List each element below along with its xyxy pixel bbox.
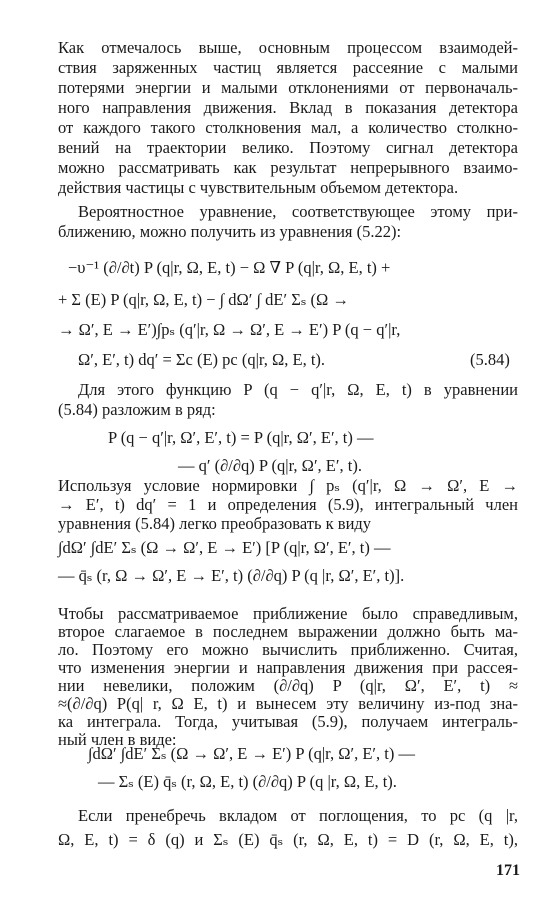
text-line: Вероятностное уравнение, соответствующее этому при-: [78, 202, 518, 221]
text-line: нии невелики, положим (∂/∂q) P (q|r, Ω′, E′, t) ≈: [58, 676, 518, 695]
equation-line: ∫dΩ′ ∫dE′ Σₛ (Ω → Ω′, E → E′) P (q|r, Ω′, E′, t) —: [88, 744, 415, 763]
text-line: от каждого такого столкновения мал, а количество столкно-: [58, 118, 518, 137]
text-line: Ω, E, t) = δ (q) и Σₛ (E) q̄ₛ (r, Ω, E, t) = D (r, Ω, E, t),: [58, 830, 518, 849]
text-line: вений на траектории велико. Поэтому сигнал детектора: [58, 138, 518, 157]
equation-line: Ω′, E′, t) dq′ = Σc (E) pc (q|r, Ω, E, t).: [78, 350, 326, 369]
text-line: ло. Поэтому его можно вычислить приближенно. Считая,: [58, 640, 518, 659]
equation-number: (5.84): [470, 350, 510, 369]
equation-line: −υ⁻¹ (∂/∂t) P (q|r, Ω, E, t) − Ω ∇ P (q|r, Ω, E, t) +: [68, 258, 391, 277]
text-line: → E′, t) dq′ = 1 и определения (5.9), интегральный член: [58, 495, 518, 514]
equation-line: + Σ (E) P (q|r, Ω, E, t) − ∫ dΩ′ ∫ dE′ Σₛ (Ω →: [58, 290, 349, 309]
text-line: Если пренебречь вкладом от поглощения, то pc (q |r,: [78, 806, 518, 825]
equation-line: — q′ (∂/∂q) P (q|r, Ω′, E′, t).: [178, 456, 362, 475]
page-number: 171: [496, 862, 520, 879]
text-line: Для этого функцию P (q − q′|r, Ω, E, t) в уравнении: [78, 380, 518, 399]
equation-line: ∫dΩ′ ∫dE′ Σₛ (Ω → Ω′, E → E′) [P (q|r, Ω′, E′, t) —: [58, 538, 391, 557]
text-line: Чтобы рассматриваемое приближение было справедливым,: [58, 604, 518, 623]
equation-line: — Σₛ (E) q̄ₛ (r, Ω, E, t) (∂/∂q) P (q |r, Ω, E, t).: [98, 772, 397, 791]
text-line: ≈(∂/∂q) P(q| r, Ω E, t) и вынесем эту величину из-под зна-: [58, 694, 518, 713]
text-line: ного направления движения. Вклад в показания детектора: [58, 98, 518, 117]
text-line: Как отмечалось выше, основным процессом взаимодей-: [58, 38, 518, 57]
text-line: можно рассматривать как результат непрерывного взаимо-: [58, 158, 518, 177]
equation-line: → Ω′, E → E′)∫pₛ (q′|r, Ω → Ω′, E → E′) P (q − q′|r,: [58, 320, 401, 339]
text-line: Используя условие нормировки ∫ pₛ (q′|r, Ω → Ω′, E →: [58, 476, 518, 495]
text-line: второе слагаемое в последнем выражении должно быть ма-: [58, 622, 518, 641]
text-line: (5.84) разложим в ряд:: [58, 400, 216, 419]
text-line: потерями энергии и малыми отклонениями от первоначаль-: [58, 78, 518, 97]
text-line: ближению, можно получить из уравнения (5.22):: [58, 222, 402, 241]
text-line: ный член в виде:: [58, 730, 177, 749]
equation-line: — q̄ₛ (r, Ω → Ω′, E → E′, t) (∂/∂q) P (q |r, Ω′, E′, t)].: [58, 566, 405, 585]
text-line: действия частицы с чувствительным объемом детектора.: [58, 178, 459, 197]
text-line: ствия заряженных частиц является рассеяние с малыми: [58, 58, 518, 77]
equation-line: P (q − q′|r, Ω′, E′, t) = P (q|r, Ω′, E′, t) —: [108, 428, 374, 447]
text-line: ка интеграла. Тогда, учитывая (5.9), получаем интеграль-: [58, 712, 518, 731]
text-line: что изменения энергии и направления движения при рассея-: [58, 658, 518, 677]
text-line: уравнения (5.84) легко преобразовать к виду: [58, 514, 372, 533]
